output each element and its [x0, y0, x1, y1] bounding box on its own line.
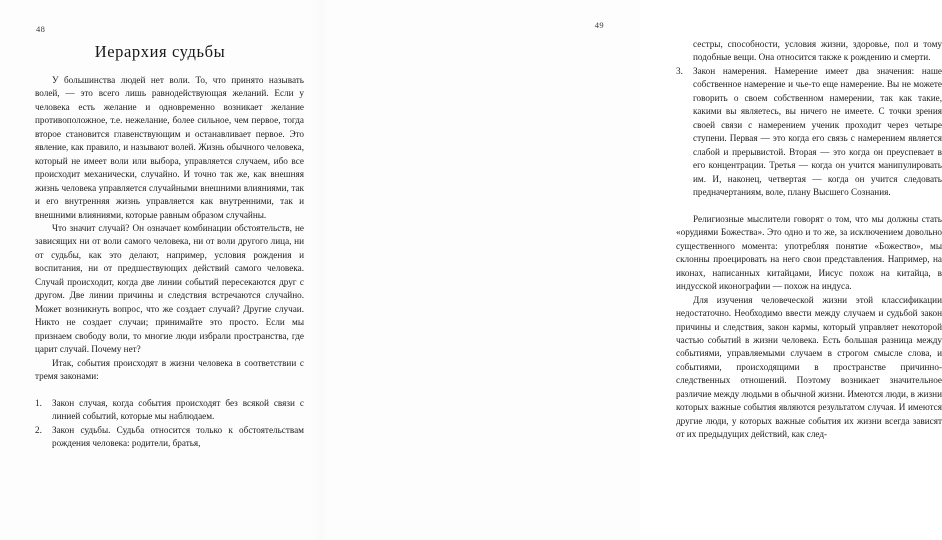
- list-item-text: Закон намерения. Намерение имеет два значения: наше собственное намерение и чье-то еще намерение. Вы не можете говорить о своем собственном намерении, так как такие, какими вы являетесь, вы ничего не имеете. С точки зрения своей связи с намерением ученик проходит через четыре ступени. Первая — это когда его связь с намерением является слабой и прерывистой. Вторая — это когда он преуспевает в его концентрации. Третья — когда он учится манипулировать им. И, наконец, четвертая — когда он учится следовать предначертаниям, воле, плану Высшего Сознания.: [693, 65, 942, 197]
- paragraph: Что значит случай? Он означает комбинации обстоятельств, не зависящих ни от воли самого человека, ни от воли другого лица, ни от судьбы, как это делают, например, условия рождения и воспитания, ни от предшествующих действий самого человека. Случай происходит, когда две линии событий пересекаются друг с другом. Две линии причины и следствия встречаются случайно. Может возникнуть вопрос, что же создает случай? Другие случаи. Никто не создает случаи; принимайте это просто. Если мы признаем свободу воли, то многие люди избрали пространства, где царит случай. Почему нет?: [35, 222, 304, 355]
- chapter-title: Иерархия судьбы: [94, 42, 226, 61]
- paragraph: Итак, события происходят в жизни человека в соответствии с тремя законами:: [35, 357, 304, 381]
- laws-list: [35, 397, 304, 451]
- list-item: [676, 65, 942, 200]
- list-item: [35, 397, 304, 424]
- list-item-number: 2.: [35, 424, 42, 435]
- right-page: [320, 0, 942, 540]
- list-item: [35, 424, 304, 451]
- left-text-column: [35, 74, 304, 451]
- list-item-text: Закон судьбы. Судьба относится только к обстоятельствам рождения человека: родители, братья,: [52, 424, 304, 449]
- list-item-number: 1.: [35, 397, 42, 408]
- list-item-text: Закон случая, когда события происходят без всякой связи с линией событий, которые мы наблюдаем.: [52, 397, 304, 422]
- paragraph: Для изучения человеческой жизни этой классификации недостаточно. Необходимо ввести между случаем и судьбой закон причины и следствия, закон кармы, который управляет некоторой частью событий в жизни человека. Есть большая разница между событиями, управляемыми случаем в строгом смысле слова, и событиями, происходящими в пространстве причинно-следственных отношений. Поэтому возникает значительное различие между людьми в обычной жизни. Имеются люди, в жизни которых важные события являются результатом случая. И имеются другие люди, у которых важные события их жизни всегда зависят от их предыдущих действий, как след-: [676, 294, 942, 440]
- page-number-right: 49: [594, 20, 604, 30]
- paragraph: Религиозные мыслители говорят о том, что мы должны стать «орудиями Божества». Это одно и то же, за исключением довольно существенного момента: употребляя понятие «Божество», мы склонны проецировать на него свои представления. Например, на иконах, написанных китайцами, Иисус похож на китайца, в индусской иконографии — похож на индуса.: [676, 213, 942, 292]
- paragraph: У большинства людей нет воли. То, что принято называть волей, — это всего лишь равнодействующая желаний. Если у человека есть желание и одновременно возникает желание противоположное, т.е. нежелание, более сильное, чем первое, тогда второе становится главенствующим и останавливает первое. Это явление, как правило, и называют волей. Жизнь обычного человека, который не имеет воли или выбора, управляется случаем, ибо все происходит механически, случайно. И точно так же, как внешняя жизнь человека управляется случайными внешними влияниями, так и его внутренняя жизнь управляется как внутренними, так и внешними влияниями, которые равным образом случайны.: [35, 75, 304, 220]
- right-text-column: [676, 38, 942, 442]
- left-page: [0, 0, 320, 540]
- list-item-number: 3.: [676, 65, 683, 76]
- laws-list-continued: [676, 65, 942, 200]
- page-number-left: 48: [36, 24, 46, 34]
- list-item-continuation: сестры, способности, условия жизни, здоровье, пол и тому подобные вещи. Она относится также к рождению и смерти.: [693, 39, 942, 63]
